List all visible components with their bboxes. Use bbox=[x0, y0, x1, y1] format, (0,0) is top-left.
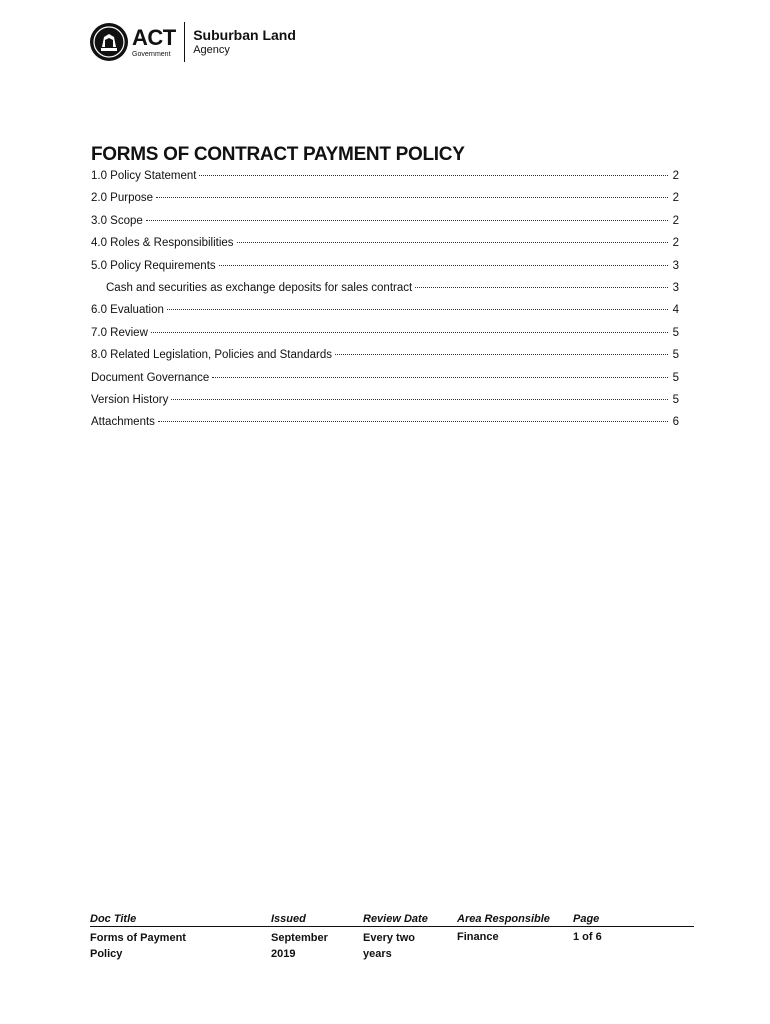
footer-issued bbox=[271, 929, 363, 962]
toc-entry[interactable] bbox=[91, 416, 679, 438]
toc-dot-leader bbox=[335, 354, 668, 355]
toc-dot-leader bbox=[171, 399, 668, 400]
toc-entry-page: 3 bbox=[672, 259, 679, 272]
toc-entry[interactable] bbox=[91, 394, 679, 416]
logo-primary-text: ACT bbox=[132, 24, 176, 50]
toc-dot-leader bbox=[219, 265, 668, 266]
toc-entry-label: 3.0 Scope bbox=[91, 214, 143, 227]
toc-entry[interactable] bbox=[91, 349, 679, 371]
footer-issued-line2: 2019 bbox=[271, 948, 296, 960]
footer-header-page: Page bbox=[573, 913, 600, 925]
toc-entry-page: 2 bbox=[672, 170, 679, 182]
toc-entry-page: 4 bbox=[672, 304, 679, 317]
toc-dot-leader bbox=[237, 242, 668, 243]
toc-entry-page: 5 bbox=[672, 349, 679, 362]
toc-entry[interactable] bbox=[91, 327, 679, 349]
footer-header-issued: Issued bbox=[271, 913, 306, 925]
toc-dot-leader bbox=[146, 220, 668, 221]
agency-block bbox=[193, 28, 296, 55]
logo-secondary-text: Government bbox=[132, 50, 171, 58]
toc-entry-page: 2 bbox=[672, 192, 679, 205]
toc-entry-page: 5 bbox=[672, 393, 679, 406]
footer-header-doc-title: Doc Title bbox=[90, 913, 137, 925]
agency-sub: Agency bbox=[193, 43, 230, 56]
document-title: FORMS OF CONTRACT PAYMENT POLICY bbox=[91, 144, 465, 165]
toc-entry[interactable] bbox=[91, 215, 679, 237]
toc-entry-label: Cash and securities as exchange deposits for sales contract bbox=[106, 281, 413, 294]
footer-review-date bbox=[363, 929, 457, 962]
table-of-contents bbox=[91, 170, 679, 439]
toc-entry[interactable] bbox=[91, 372, 679, 394]
toc-entry-label: Document Governance bbox=[91, 371, 210, 384]
footer-review-line1: Every two bbox=[363, 932, 415, 944]
toc-dot-leader bbox=[151, 332, 668, 333]
toc-entry-page: 2 bbox=[672, 237, 679, 250]
toc-entry[interactable] bbox=[91, 170, 679, 192]
toc-entry-page: 5 bbox=[672, 371, 679, 384]
toc-dot-leader bbox=[167, 309, 668, 310]
footer-review-line2: years bbox=[363, 948, 392, 960]
toc-dot-leader bbox=[212, 377, 668, 378]
logo-divider bbox=[184, 22, 186, 62]
toc-entry-label: 7.0 Review bbox=[91, 326, 148, 339]
toc-entry-page: 3 bbox=[672, 281, 679, 294]
toc-entry-label: 6.0 Evaluation bbox=[91, 304, 164, 317]
toc-entry-page: 5 bbox=[672, 326, 679, 339]
toc-entry-page: 6 bbox=[672, 416, 679, 429]
toc-entry[interactable] bbox=[91, 282, 679, 304]
toc-entry-label: 1.0 Policy Statement bbox=[91, 170, 197, 182]
toc-entry-label: Version History bbox=[91, 393, 169, 406]
toc-entry[interactable] bbox=[91, 237, 679, 259]
act-logo bbox=[132, 24, 176, 58]
toc-entry[interactable] bbox=[91, 304, 679, 326]
toc-dot-leader bbox=[415, 287, 668, 288]
toc-entry-label: Attachments bbox=[91, 416, 155, 429]
toc-entry-label: 8.0 Related Legislation, Policies and Standards bbox=[91, 349, 333, 362]
footer-doc-title-line1: Forms of Payment bbox=[90, 932, 186, 944]
footer-header-row bbox=[90, 912, 694, 927]
footer-header-area: Area Responsible bbox=[457, 913, 550, 925]
toc-dot-leader bbox=[199, 175, 668, 176]
footer-header-review-date: Review Date bbox=[363, 913, 428, 925]
toc-dot-leader bbox=[156, 197, 668, 198]
toc-dot-leader bbox=[158, 421, 668, 422]
footer-issued-line1: September bbox=[271, 932, 328, 944]
footer-page: 1 of 6 bbox=[573, 931, 602, 943]
page-footer bbox=[90, 912, 694, 962]
toc-entry-label: 4.0 Roles & Responsibilities bbox=[91, 237, 234, 250]
footer-area: Finance bbox=[457, 931, 499, 943]
act-crest-icon bbox=[90, 23, 128, 61]
footer-doc-title bbox=[90, 929, 271, 962]
toc-entry-page: 2 bbox=[672, 214, 679, 227]
page-header bbox=[90, 22, 296, 62]
agency-name: Suburban Land bbox=[193, 27, 296, 44]
toc-entry-label: 2.0 Purpose bbox=[91, 192, 154, 205]
toc-entry[interactable] bbox=[91, 260, 679, 282]
toc-entry-label: 5.0 Policy Requirements bbox=[91, 259, 216, 272]
footer-doc-title-line2: Policy bbox=[90, 948, 123, 960]
toc-entry[interactable] bbox=[91, 192, 679, 214]
footer-value-row bbox=[90, 927, 694, 962]
